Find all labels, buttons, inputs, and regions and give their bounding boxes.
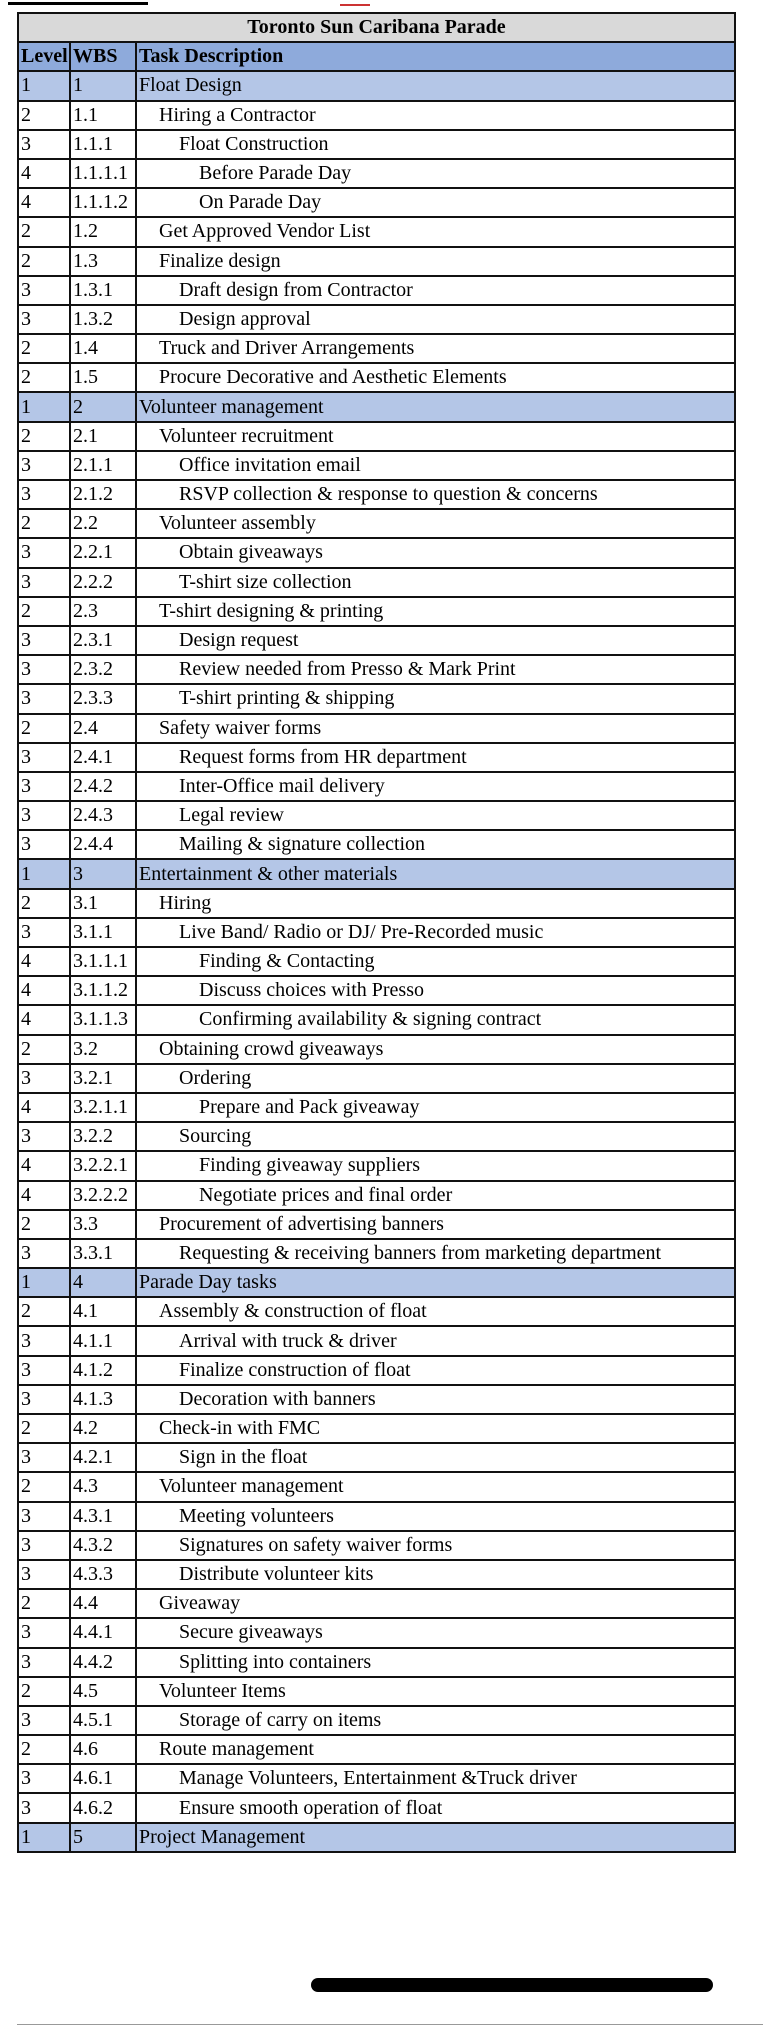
cell-level: 4	[18, 947, 70, 976]
table-row	[18, 1181, 735, 1210]
cell-task-description: Legal review	[136, 801, 735, 830]
cell-task-description: Arrival with truck & driver	[136, 1326, 735, 1355]
cell-level: 3	[18, 538, 70, 567]
table-row	[18, 1735, 735, 1764]
cell-task-description: Confirming availability & signing contract	[136, 1005, 735, 1034]
cell-wbs: 1.1.1.2	[70, 188, 136, 217]
cell-level: 2	[18, 247, 70, 276]
cell-wbs: 2.4	[70, 714, 136, 743]
cell-wbs: 1.2	[70, 217, 136, 246]
cell-level: 3	[18, 1385, 70, 1414]
table-row	[18, 568, 735, 597]
cell-level: 2	[18, 363, 70, 392]
cell-task-description: Finalize design	[136, 247, 735, 276]
cell-task-description: Finding giveaway suppliers	[136, 1151, 735, 1180]
table-row	[18, 538, 735, 567]
table-row	[18, 509, 735, 538]
cell-wbs: 4.2	[70, 1414, 136, 1443]
cell-level: 2	[18, 1677, 70, 1706]
table-row	[18, 188, 735, 217]
cell-task-description: Negotiate prices and final order	[136, 1181, 735, 1210]
table-row	[18, 101, 735, 130]
cell-task-description: Decoration with banners	[136, 1385, 735, 1414]
table-row	[18, 830, 735, 859]
cell-level: 3	[18, 1764, 70, 1793]
cell-wbs: 3.3.1	[70, 1239, 136, 1268]
cell-level: 3	[18, 1560, 70, 1589]
cell-level: 3	[18, 276, 70, 305]
cell-wbs: 4.3	[70, 1472, 136, 1501]
cell-wbs: 1.1.1.1	[70, 159, 136, 188]
cell-task-description: Review needed from Presso & Mark Print	[136, 655, 735, 684]
cell-task-description: Get Approved Vendor List	[136, 217, 735, 246]
cell-level: 3	[18, 684, 70, 713]
cell-task-description: Ordering	[136, 1064, 735, 1093]
cell-task-description: Requesting & receiving banners from marketing department	[136, 1239, 735, 1268]
table-row	[18, 363, 735, 392]
table-row	[18, 305, 735, 334]
cell-level: 3	[18, 801, 70, 830]
cell-wbs: 1.4	[70, 334, 136, 363]
cell-task-description: Before Parade Day	[136, 159, 735, 188]
cell-task-description: Office invitation email	[136, 451, 735, 480]
cell-wbs: 3.2.1.1	[70, 1093, 136, 1122]
cell-wbs: 3.2.2.2	[70, 1181, 136, 1210]
cell-task-description: Draft design from Contractor	[136, 276, 735, 305]
cell-task-description: Check-in with FMC	[136, 1414, 735, 1443]
cell-level: 3	[18, 743, 70, 772]
cell-level: 2	[18, 1414, 70, 1443]
cell-task-description: Project Management	[136, 1823, 735, 1852]
cell-level: 4	[18, 1151, 70, 1180]
table-row	[18, 422, 735, 451]
table-row	[18, 597, 735, 626]
cell-level: 3	[18, 1648, 70, 1677]
cell-task-description: RSVP collection & response to question & concerns	[136, 480, 735, 509]
cell-wbs: 4.1.1	[70, 1326, 136, 1355]
table-header-row	[18, 42, 735, 71]
table-row	[18, 859, 735, 888]
cell-level: 2	[18, 1210, 70, 1239]
cell-level: 2	[18, 1035, 70, 1064]
cell-wbs: 4.3.3	[70, 1560, 136, 1589]
cell-wbs: 1.3	[70, 247, 136, 276]
cell-level: 3	[18, 568, 70, 597]
table-row	[18, 743, 735, 772]
cell-level: 3	[18, 1531, 70, 1560]
table-row	[18, 1151, 735, 1180]
cell-wbs: 4	[70, 1268, 136, 1297]
cell-wbs: 4.4.1	[70, 1618, 136, 1647]
cell-task-description: Meeting volunteers	[136, 1502, 735, 1531]
table-row	[18, 1268, 735, 1297]
cell-wbs: 4.6	[70, 1735, 136, 1764]
cell-wbs: 4.1	[70, 1297, 136, 1326]
table-row	[18, 889, 735, 918]
cell-task-description: Procure Decorative and Aesthetic Elements	[136, 363, 735, 392]
cell-level: 3	[18, 1356, 70, 1385]
cell-task-description: Request forms from HR department	[136, 743, 735, 772]
table-row	[18, 1210, 735, 1239]
cell-level: 3	[18, 1618, 70, 1647]
cell-level: 3	[18, 1064, 70, 1093]
cell-task-description: Finalize construction of float	[136, 1356, 735, 1385]
cell-wbs: 1.5	[70, 363, 136, 392]
cell-level: 3	[18, 1239, 70, 1268]
cell-task-description: Signatures on safety waiver forms	[136, 1531, 735, 1560]
table-row	[18, 714, 735, 743]
cell-level: 1	[18, 392, 70, 421]
table-row	[18, 1823, 735, 1852]
cell-wbs: 4.1.3	[70, 1385, 136, 1414]
cell-wbs: 1.1	[70, 101, 136, 130]
cell-task-description: Parade Day tasks	[136, 1268, 735, 1297]
table-row	[18, 1502, 735, 1531]
cell-task-description: Volunteer management	[136, 392, 735, 421]
cell-wbs: 2.4.3	[70, 801, 136, 830]
cell-level: 1	[18, 859, 70, 888]
cell-wbs: 3.1	[70, 889, 136, 918]
table-title: Toronto Sun Caribana Parade	[18, 13, 735, 42]
home-indicator-bar[interactable]	[311, 1978, 713, 1992]
table-row	[18, 1239, 735, 1268]
cell-level: 2	[18, 334, 70, 363]
cell-level: 3	[18, 1443, 70, 1472]
table-row	[18, 1560, 735, 1589]
cell-task-description: Volunteer recruitment	[136, 422, 735, 451]
table-row	[18, 1618, 735, 1647]
cell-level: 3	[18, 480, 70, 509]
cropped-heading-fragment	[0, 0, 763, 10]
cell-level: 4	[18, 1181, 70, 1210]
cell-wbs: 4.6.2	[70, 1793, 136, 1822]
table-row	[18, 684, 735, 713]
table-row	[18, 451, 735, 480]
cell-task-description: Prepare and Pack giveaway	[136, 1093, 735, 1122]
cell-task-description: Distribute volunteer kits	[136, 1560, 735, 1589]
table-row	[18, 1443, 735, 1472]
table-row	[18, 392, 735, 421]
cell-wbs: 3.1.1.2	[70, 976, 136, 1005]
cell-wbs: 3	[70, 859, 136, 888]
table-body	[18, 71, 735, 1851]
cell-wbs: 2.3	[70, 597, 136, 626]
cell-wbs: 5	[70, 1823, 136, 1852]
cell-wbs: 2.4.2	[70, 772, 136, 801]
cell-level: 2	[18, 1589, 70, 1618]
cell-level: 3	[18, 1122, 70, 1151]
cell-task-description: Procurement of advertising banners	[136, 1210, 735, 1239]
table-row	[18, 1064, 735, 1093]
cell-level: 4	[18, 1005, 70, 1034]
cell-task-description: Storage of carry on items	[136, 1706, 735, 1735]
cell-level: 2	[18, 509, 70, 538]
cell-level: 3	[18, 1502, 70, 1531]
header-level: Level	[18, 42, 70, 71]
table-row	[18, 655, 735, 684]
table-row	[18, 1531, 735, 1560]
table-row	[18, 1764, 735, 1793]
table-row	[18, 1472, 735, 1501]
cell-task-description: Sign in the float	[136, 1443, 735, 1472]
table-row	[18, 276, 735, 305]
table-row	[18, 1356, 735, 1385]
cell-level: 2	[18, 889, 70, 918]
wbs-table	[17, 12, 736, 1853]
table-row	[18, 1093, 735, 1122]
table-row	[18, 801, 735, 830]
cell-wbs: 2.4.1	[70, 743, 136, 772]
header-task-description: Task Description	[136, 42, 735, 71]
table-row	[18, 1297, 735, 1326]
cell-level: 3	[18, 918, 70, 947]
cell-level: 4	[18, 188, 70, 217]
table-row	[18, 1326, 735, 1355]
table-row	[18, 947, 735, 976]
table-row	[18, 217, 735, 246]
cell-task-description: Float Design	[136, 71, 735, 100]
cell-level: 3	[18, 655, 70, 684]
cell-task-description: Hiring a Contractor	[136, 101, 735, 130]
cell-task-description: T-shirt printing & shipping	[136, 684, 735, 713]
cell-task-description: Discuss choices with Presso	[136, 976, 735, 1005]
cell-wbs: 4.5.1	[70, 1706, 136, 1735]
table-row	[18, 1706, 735, 1735]
table-row	[18, 1122, 735, 1151]
cell-task-description: Truck and Driver Arrangements	[136, 334, 735, 363]
cell-level: 3	[18, 130, 70, 159]
cell-task-description: Finding & Contacting	[136, 947, 735, 976]
heading-underline	[8, 2, 148, 5]
header-wbs: WBS	[70, 42, 136, 71]
table-row	[18, 1005, 735, 1034]
cell-task-description: Safety waiver forms	[136, 714, 735, 743]
cell-level: 3	[18, 830, 70, 859]
cell-wbs: 4.4	[70, 1589, 136, 1618]
cell-wbs: 1.3.2	[70, 305, 136, 334]
cell-wbs: 2.2	[70, 509, 136, 538]
cell-task-description: Design request	[136, 626, 735, 655]
table-row	[18, 334, 735, 363]
table-row	[18, 1385, 735, 1414]
cell-wbs: 1	[70, 71, 136, 100]
cell-level: 4	[18, 976, 70, 1005]
cell-level: 3	[18, 626, 70, 655]
cell-level: 1	[18, 1823, 70, 1852]
table-title-row	[18, 13, 735, 42]
cell-wbs: 3.2	[70, 1035, 136, 1064]
bottom-divider	[17, 2024, 763, 2025]
table-row	[18, 1677, 735, 1706]
cell-wbs: 2.3.1	[70, 626, 136, 655]
table-row	[18, 130, 735, 159]
cell-task-description: T-shirt size collection	[136, 568, 735, 597]
cell-level: 3	[18, 772, 70, 801]
cell-level: 2	[18, 1297, 70, 1326]
cell-wbs: 4.3.1	[70, 1502, 136, 1531]
cell-task-description: Obtain giveaways	[136, 538, 735, 567]
cell-wbs: 3.1.1	[70, 918, 136, 947]
table-row	[18, 1648, 735, 1677]
cell-task-description: Design approval	[136, 305, 735, 334]
cell-level: 3	[18, 305, 70, 334]
cell-task-description: Route management	[136, 1735, 735, 1764]
cell-level: 2	[18, 597, 70, 626]
table-row	[18, 976, 735, 1005]
cell-task-description: Splitting into containers	[136, 1648, 735, 1677]
table-row	[18, 480, 735, 509]
table-row	[18, 626, 735, 655]
cell-wbs: 2.3.2	[70, 655, 136, 684]
cell-wbs: 3.3	[70, 1210, 136, 1239]
cell-level: 2	[18, 1735, 70, 1764]
cell-level: 1	[18, 1268, 70, 1297]
cell-task-description: Secure giveaways	[136, 1618, 735, 1647]
cell-task-description: Live Band/ Radio or DJ/ Pre-Recorded music	[136, 918, 735, 947]
cell-level: 4	[18, 159, 70, 188]
table-row	[18, 918, 735, 947]
table-row	[18, 772, 735, 801]
cell-wbs: 1.3.1	[70, 276, 136, 305]
cell-level: 1	[18, 71, 70, 100]
cell-wbs: 1.1.1	[70, 130, 136, 159]
cell-wbs: 3.1.1.3	[70, 1005, 136, 1034]
cell-wbs: 2.2.2	[70, 568, 136, 597]
cell-wbs: 4.2.1	[70, 1443, 136, 1472]
cell-task-description: Volunteer Items	[136, 1677, 735, 1706]
cell-level: 2	[18, 1472, 70, 1501]
cell-wbs: 2.1.2	[70, 480, 136, 509]
table-row	[18, 1589, 735, 1618]
cell-task-description: Mailing & signature collection	[136, 830, 735, 859]
cell-wbs: 4.1.2	[70, 1356, 136, 1385]
table-row	[18, 1035, 735, 1064]
cell-task-description: Obtaining crowd giveaways	[136, 1035, 735, 1064]
cell-wbs: 4.5	[70, 1677, 136, 1706]
cell-task-description: Entertainment & other materials	[136, 859, 735, 888]
cell-task-description: Hiring	[136, 889, 735, 918]
cell-wbs: 3.1.1.1	[70, 947, 136, 976]
table-row	[18, 159, 735, 188]
table-row	[18, 247, 735, 276]
cell-level: 3	[18, 1706, 70, 1735]
cell-wbs: 2.1.1	[70, 451, 136, 480]
cell-task-description: Volunteer assembly	[136, 509, 735, 538]
cell-wbs: 4.3.2	[70, 1531, 136, 1560]
cell-wbs: 3.2.2	[70, 1122, 136, 1151]
table-row	[18, 1793, 735, 1822]
table-row	[18, 1414, 735, 1443]
cell-wbs: 4.4.2	[70, 1648, 136, 1677]
cell-task-description: Giveaway	[136, 1589, 735, 1618]
cell-level: 4	[18, 1093, 70, 1122]
cell-level: 2	[18, 714, 70, 743]
cell-level: 2	[18, 101, 70, 130]
cell-task-description: Sourcing	[136, 1122, 735, 1151]
cell-task-description: Manage Volunteers, Entertainment &Truck driver	[136, 1764, 735, 1793]
cell-level: 2	[18, 422, 70, 451]
cell-task-description: On Parade Day	[136, 188, 735, 217]
cell-level: 3	[18, 1793, 70, 1822]
heading-red-mark	[340, 4, 370, 6]
cell-wbs: 4.6.1	[70, 1764, 136, 1793]
cell-task-description: Ensure smooth operation of float	[136, 1793, 735, 1822]
cell-wbs: 2.1	[70, 422, 136, 451]
cell-task-description: T-shirt designing & printing	[136, 597, 735, 626]
cell-task-description: Assembly & construction of float	[136, 1297, 735, 1326]
cell-wbs: 2.2.1	[70, 538, 136, 567]
cell-wbs: 3.2.1	[70, 1064, 136, 1093]
cell-task-description: Volunteer management	[136, 1472, 735, 1501]
cell-wbs: 3.2.2.1	[70, 1151, 136, 1180]
cell-level: 3	[18, 451, 70, 480]
cell-level: 3	[18, 1326, 70, 1355]
cell-task-description: Inter-Office mail delivery	[136, 772, 735, 801]
cell-wbs: 2.3.3	[70, 684, 136, 713]
cell-wbs: 2	[70, 392, 136, 421]
table-row	[18, 71, 735, 100]
cell-task-description: Float Construction	[136, 130, 735, 159]
cell-wbs: 2.4.4	[70, 830, 136, 859]
cell-level: 2	[18, 217, 70, 246]
